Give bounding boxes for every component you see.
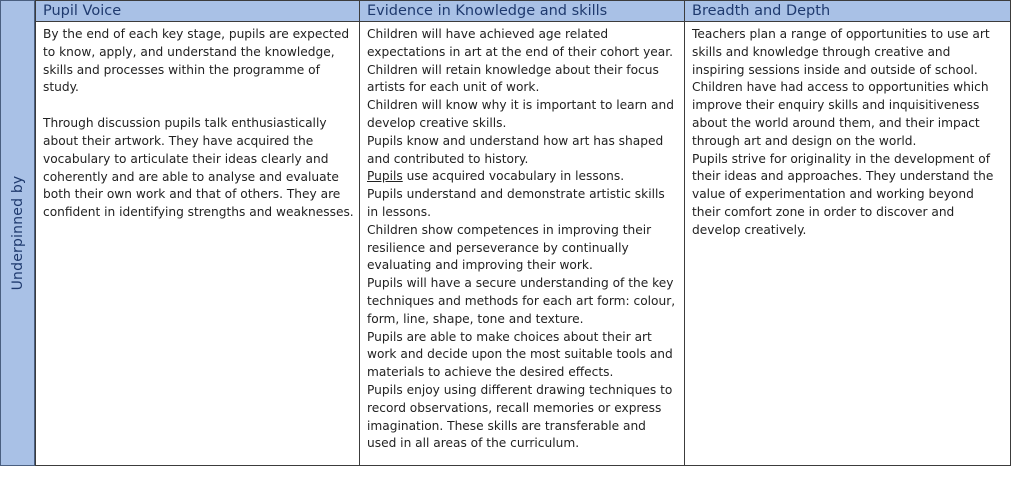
curriculum-table	[35, 0, 1011, 466]
header-breadth-depth: Breadth and Depth	[685, 1, 1011, 22]
evidence-paragraph-6: Children show competences in improving their resilience and perseverance by continually evaluating and improving their work.	[367, 222, 652, 273]
evidence-paragraph-3: Pupils know and understand how art has shaped and contributed to history.	[367, 133, 664, 166]
pupil-voice-paragraph-1: By the end of each key stage, pupils are expected to know, apply, and understand the knowledge, skills and processes within the programme of study.	[43, 27, 350, 95]
header-pupil-voice: Pupil Voice	[36, 1, 360, 22]
evidence-paragraph-5: Pupils understand and demonstrate artistic skills in lessons.	[367, 187, 665, 219]
side-label: Underpinned by	[9, 175, 26, 291]
header-row	[36, 1, 1011, 22]
spellcheck-word: Pupils	[367, 169, 403, 184]
evidence-cell	[360, 22, 685, 466]
breadth-paragraph-3: Pupils strive for originality in the development of their ideas and approaches. They understand the value of experimentation and working beyond their comfort zone in order to discover and develop creatively.	[692, 151, 994, 237]
breadth-paragraph-1: Teachers plan a range of opportunities to use art skills and knowledge through creative and inspiring sessions inside and outside of school.	[692, 27, 990, 77]
breadth-paragraph-2: Children have had access to opportunities which improve their enquiry skills and inquisitiveness about the world around them, and their impact through art and design on the world.	[692, 80, 989, 148]
evidence-paragraph-2: Children will know why it is important to learn and develop creative skills.	[367, 98, 674, 130]
evidence-paragraph-7: Pupils will have a secure understanding of the key techniques and methods for each art form: colour, form, line, shape, tone and texture.	[367, 276, 676, 326]
content-row	[36, 22, 1011, 466]
evidence-paragraph-1: Children will have achieved age related expectations in art at the end of their cohort year. Children will retain knowledge about their focus artists for each unit of work.	[367, 27, 674, 95]
evidence-paragraph-4-text: use acquired vocabulary in lessons.	[402, 169, 625, 184]
pupil-voice-paragraph-2: Through discussion pupils talk enthusiastically about their artwork. They have acquired the vocabulary to articulate their ideas clearly and coherently and are able to analyse and evaluate both their own work and that of others. They are confident in identifying strengths and weaknesses.	[43, 116, 354, 220]
evidence-paragraph-9: Pupils enjoy using different drawing techniques to record observations, recall memories or express imagination. These skills are transferable and used in all areas of the curriculum.	[367, 382, 673, 451]
breadth-depth-cell	[685, 22, 1011, 466]
side-label-cell	[0, 0, 35, 466]
evidence-paragraph-8: Pupils are able to make choices about their art work and decide upon the most suitable tools and materials to achieve the desired effects.	[367, 329, 673, 380]
pupil-voice-cell	[36, 22, 360, 466]
evidence-paragraph-4	[367, 168, 679, 186]
header-evidence: Evidence in Knowledge and skills	[360, 1, 685, 22]
